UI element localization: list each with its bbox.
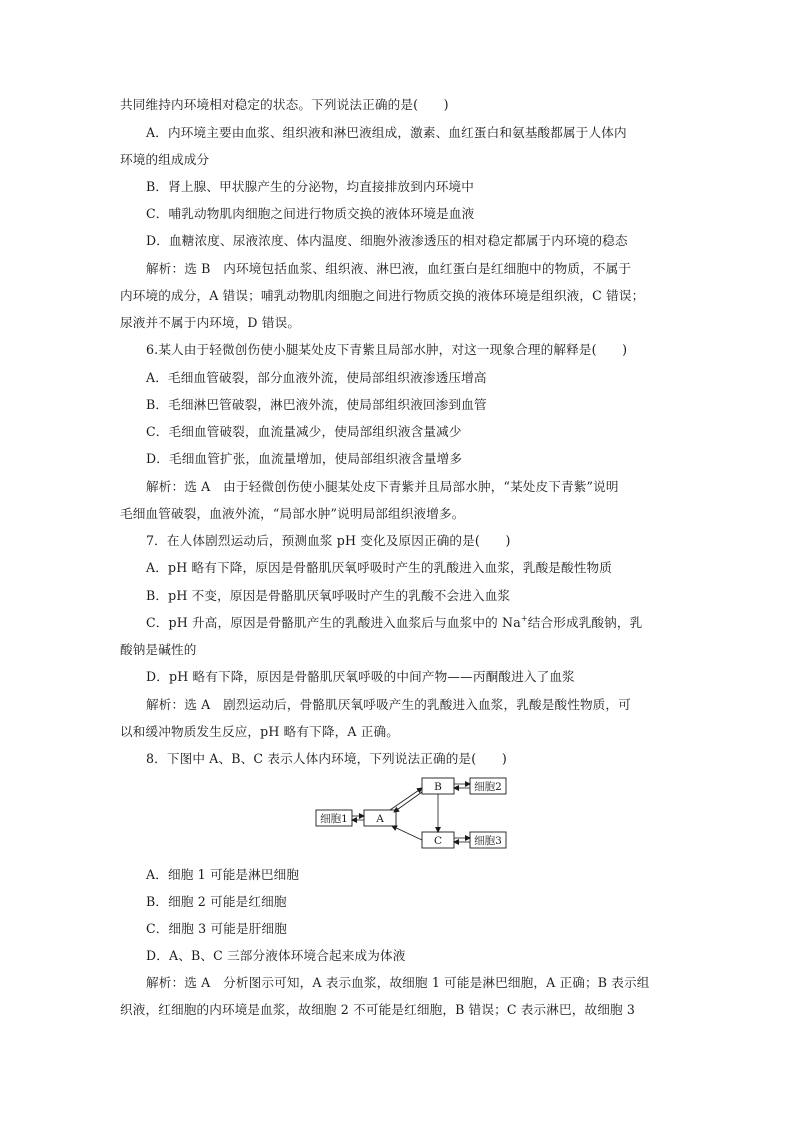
analysis-line: 以和缓冲物质发生反应，pH 略有下降，A 正确。 — [120, 724, 400, 739]
option-c: C．哺乳动物肌肉细胞之间进行物质交换的液体环境是血液 — [146, 206, 475, 221]
option-c-text-cont: 结合形成乳酸钠，乳 — [527, 615, 643, 630]
label-a: A — [376, 813, 384, 825]
label-c: C — [433, 835, 443, 847]
option-b: B．pH 不变，原因是骨骼肌厌氧呼吸时产生的乳酸不会进入血浆 — [146, 588, 511, 603]
label-cell2: 细胞2 — [474, 781, 502, 793]
option-a: A．细胞 1 可能是淋巴细胞 — [146, 867, 300, 882]
analysis-line: 解析：选 B 内环境包括血浆、组织液、淋巴液，血红蛋白是红细胞中的物质，不属于 — [146, 261, 632, 276]
analysis-line: 解析：选 A 剧烈运动后，骨骼肌厌氧呼吸产生的乳酸进入血浆，乳酸是酸性物质，可 — [146, 697, 631, 712]
option-c — [146, 614, 680, 632]
text-line: 环境的组成成分 — [120, 152, 210, 167]
label-cell3: 细胞3 — [474, 835, 502, 847]
question-8: 8．下图中 A、B、C 表示人体内环境，下列说法正确的是( ) — [146, 751, 507, 766]
na-superscript: + — [520, 614, 528, 623]
option-a: A．内环境主要由血浆、组织液和淋巴液组成，激素、血红蛋白和氨基酸都属于人体内 — [146, 125, 627, 140]
option-d: D．A、B、C 三部分液体环境合起来成为体液 — [146, 948, 406, 963]
analysis-line: 解析：选 A 分析图示可知，A 表示血浆，故细胞 1 可能是淋巴细胞，A 正确；B 表示组 — [146, 975, 650, 990]
option-c: C．毛细血管破裂，血流量减少，使局部组织液含量减少 — [146, 424, 462, 439]
label-cell1: 细胞1 — [320, 813, 348, 825]
analysis-line: 毛细血管破裂，血液外流，“局部水肿”说明局部组织液增多。 — [120, 506, 465, 521]
option-c-text: C．pH 升高，原因是骨骼肌产生的乳酸进入血浆后与血浆中的 Na — [146, 615, 521, 630]
analysis-line: 织液，红细胞的内环境是血浆，故细胞 2 不可能是红细胞，B 错误；C 表示淋巴，故细胞 3 — [120, 1002, 636, 1017]
option-a: A．pH 略有下降，原因是骨骼肌厌氧呼吸时产生的乳酸进入血浆，乳酸是酸性物质 — [146, 560, 613, 575]
option-b: B．肾上腺、甲状腺产生的分泌物，均直接排放到内环境中 — [146, 179, 474, 194]
analysis-line: 内环境的成分，A 错误；哺乳动物肌肉细胞之间进行物质交换的液体环境是组织液，C 错误； — [120, 288, 645, 303]
arrow-a-b — [390, 788, 422, 810]
option-a: A．毛细血管破裂，部分血液外流，使局部组织液渗透压增高 — [146, 370, 487, 385]
option-b: B．毛细淋巴管破裂，淋巴液外流，使局部组织液回渗到血管 — [146, 397, 487, 412]
arrow-c-a — [392, 826, 422, 840]
option-b: B．细胞 2 可能是红细胞 — [146, 894, 287, 909]
option-d: D．pH 略有下降，原因是骨骼肌厌氧呼吸的中间产物——丙酮酸进入了血浆 — [146, 669, 575, 684]
text-line: 酸钠是碱性的 — [120, 642, 197, 657]
label-b: B — [434, 781, 442, 793]
question-6: 6.某人由于轻微创伤使小腿某处皮下青紫且局部水肿，对这一现象合理的解释是( ) — [146, 342, 628, 357]
option-c: C．细胞 3 可能是肝细胞 — [146, 921, 287, 936]
arrow-b-a — [394, 792, 422, 812]
option-d: D．血糖浓度、尿液浓度、体内温度、细胞外液渗透压的相对稳定都属于内环境的稳态 — [146, 233, 628, 248]
question-7: 7．在人体剧烈运动后，预测血浆 pH 变化及原因正确的是( ) — [146, 533, 511, 548]
option-d: D．毛细血管扩张，血流量增加，使局部组织液含量增多 — [146, 451, 463, 466]
text-line: 共同维持内环境相对稳定的状态。下列说法正确的是( ) — [120, 97, 449, 112]
analysis-line: 解析：选 A 由于轻微创伤使小腿某处皮下青紫并且局部水肿，“某处皮下青紫”说明 — [146, 479, 619, 494]
body-fluid-diagram — [310, 772, 510, 856]
analysis-line: 尿液并不属于内环境，D 错误。 — [120, 315, 301, 330]
